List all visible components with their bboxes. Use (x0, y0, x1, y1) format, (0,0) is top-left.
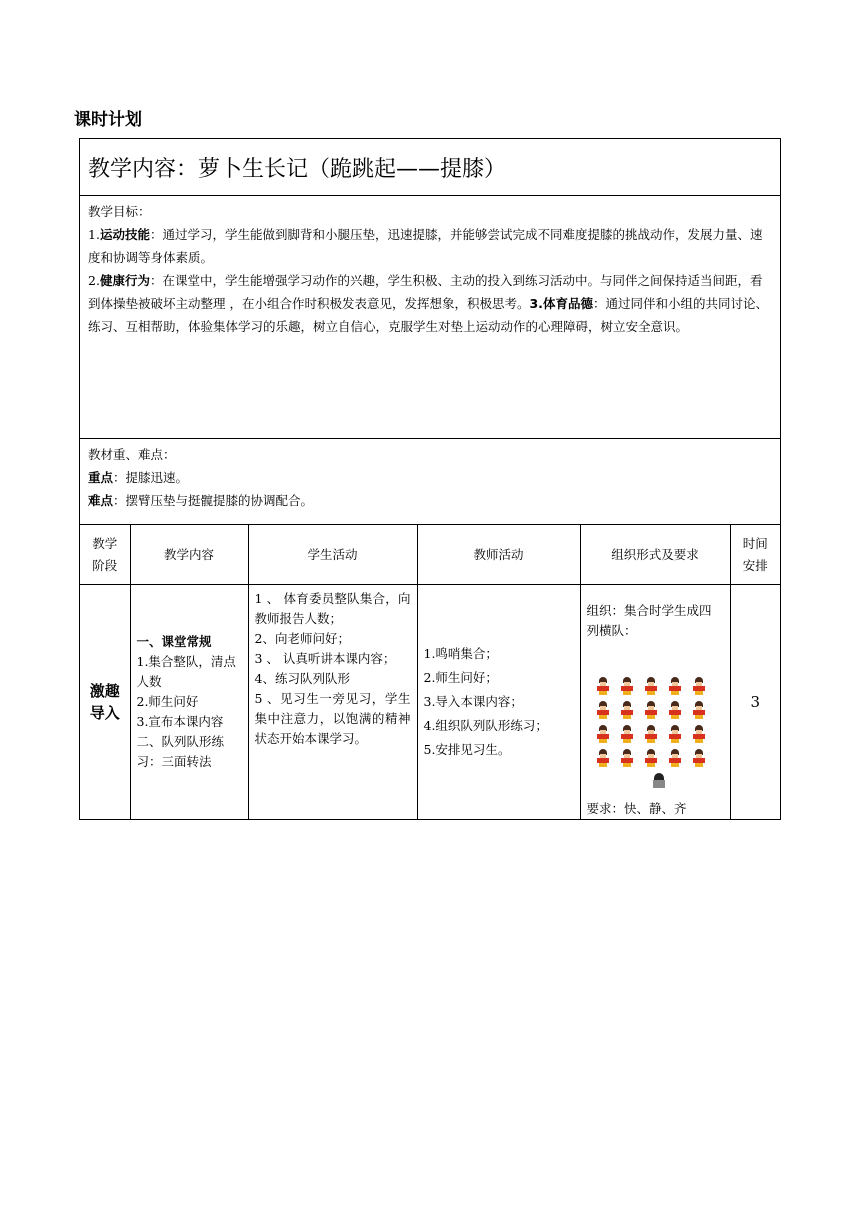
formation-row (595, 749, 724, 767)
formation-row (595, 725, 724, 743)
key-difficult-points (80, 439, 780, 525)
header-content: 教学内容 (130, 525, 248, 585)
student-line: 5 、见习生一旁见习，学生集中注意力，以饱满的精神状态开始本课学习。 (254, 691, 411, 746)
student-figure-icon (619, 701, 635, 719)
goal-1-prefix: 1. (88, 227, 100, 242)
header-stage: 教学阶段 (80, 525, 130, 585)
student-figure-icon (595, 725, 611, 743)
teacher-line: 3.导入本课内容； (423, 694, 523, 709)
goal-3-text: ：通过同伴和小组的共同讨论、练习、互相帮助，体验集体学习的乐趣，树立自信心，克服学生对垫上运动动作的心理障碍，树立安全意识。 (88, 296, 768, 334)
student-figure-icon (691, 677, 707, 695)
teacher-line: 4.组织队列队形练习； (423, 718, 548, 733)
teacher-line: 5.安排见习生。 (423, 742, 511, 757)
content-cell-title: 一、课堂常规 (136, 634, 212, 649)
teacher-cell (417, 585, 580, 820)
formation-row (595, 677, 724, 695)
content-line: 2.师生问好 (136, 694, 199, 709)
difficult-point-text: ：摆臂压垫与挺髋提膝的协调配合。 (113, 493, 314, 508)
student-figure-icon (619, 725, 635, 743)
difficult-point-title: 难点 (88, 493, 114, 508)
lesson-table (80, 525, 780, 819)
content-line: 二、队列队形练习：三面转法 (136, 734, 225, 769)
student-figure-icon (691, 701, 707, 719)
student-figure-icon (595, 749, 611, 767)
header-teacher: 教师活动 (417, 525, 580, 585)
goals-label: 教学目标： (88, 204, 151, 219)
teacher-line: 1.鸣哨集合； (423, 646, 498, 661)
teacher-figure-icon (651, 773, 667, 789)
key-point-text: ：提膝迅速。 (113, 470, 189, 485)
time-cell: 3 (750, 693, 761, 711)
student-figure-icon (643, 725, 659, 743)
header-student: 学生活动 (248, 525, 417, 585)
student-figure-icon (667, 677, 683, 695)
student-figure-icon (667, 749, 683, 767)
goal-3-prefix: 3. (529, 296, 543, 311)
table-header-row (80, 525, 780, 585)
student-cell (248, 585, 417, 820)
student-figure-icon (691, 725, 707, 743)
formation-diagram (595, 677, 724, 789)
org-top: 组织：集合时学生成四列横队： (586, 603, 712, 638)
content-title: 教学内容：萝卜生长记（跪跳起——提膝） (80, 139, 780, 196)
teaching-goals (80, 196, 780, 439)
student-figure-icon (619, 677, 635, 695)
lesson-plan-frame (79, 138, 781, 820)
student-line: 1 、 体育委员整队集合，向教师报告人数； (254, 591, 411, 626)
goal-1-text: ：通过学习，学生能做到脚背和小腿压垫，迅速提膝，并能够尝试完成不同难度提膝的挑战动作，发展力量、速度和协调等身体素质。 (88, 227, 763, 265)
student-line: 2、向老师问好； (254, 631, 350, 646)
goal-1-title: 运动技能 (99, 227, 150, 242)
student-figure-icon (619, 749, 635, 767)
student-figure-icon (595, 677, 611, 695)
student-line: 3 、 认真听讲本课内容； (254, 651, 396, 666)
table-row (80, 585, 780, 820)
goal-item-1 (88, 223, 772, 269)
student-figure-icon (643, 701, 659, 719)
goal-item-2-3 (88, 269, 772, 338)
difficult-point (88, 489, 772, 512)
teacher-line: 2.师生问好； (423, 670, 498, 685)
student-figure-icon (595, 701, 611, 719)
student-line: 4、练习队列队形 (254, 671, 350, 686)
page-heading: 课时计划 (74, 110, 142, 130)
content-cell (130, 585, 248, 820)
content-line: 1.集合整队，清点人数 (136, 654, 236, 689)
student-figure-icon (691, 749, 707, 767)
goal-3-title: 体育品德 (542, 296, 593, 311)
org-bottom: 要求：快、静、齐 (586, 801, 687, 816)
formation-row (595, 701, 724, 719)
student-figure-icon (643, 677, 659, 695)
keypoints-label: 教材重、难点： (88, 447, 176, 462)
content-line: 3.宣布本课内容 (136, 714, 224, 729)
stage-cell: 激趣导入 (80, 585, 130, 820)
student-figure-icon (643, 749, 659, 767)
student-figure-icon (667, 701, 683, 719)
goal-2-title: 健康行为 (99, 273, 150, 288)
header-organization: 组织形式及要求 (580, 525, 730, 585)
header-time: 时间安排 (730, 525, 780, 585)
goal-2-prefix: 2. (88, 273, 100, 288)
goal-2-text: ：在课堂中，学生能增强学习动作的兴趣，学生积极、主动的投入到练习活动中。与同伴之间保持适当间距，看到体操垫被破坏主动整理 ，在小组合作时积极发表意见，发挥想象，积极思考。 (88, 273, 763, 311)
key-point (88, 466, 772, 489)
key-point-title: 重点 (88, 470, 114, 485)
student-figure-icon (667, 725, 683, 743)
organization-cell (580, 585, 730, 820)
